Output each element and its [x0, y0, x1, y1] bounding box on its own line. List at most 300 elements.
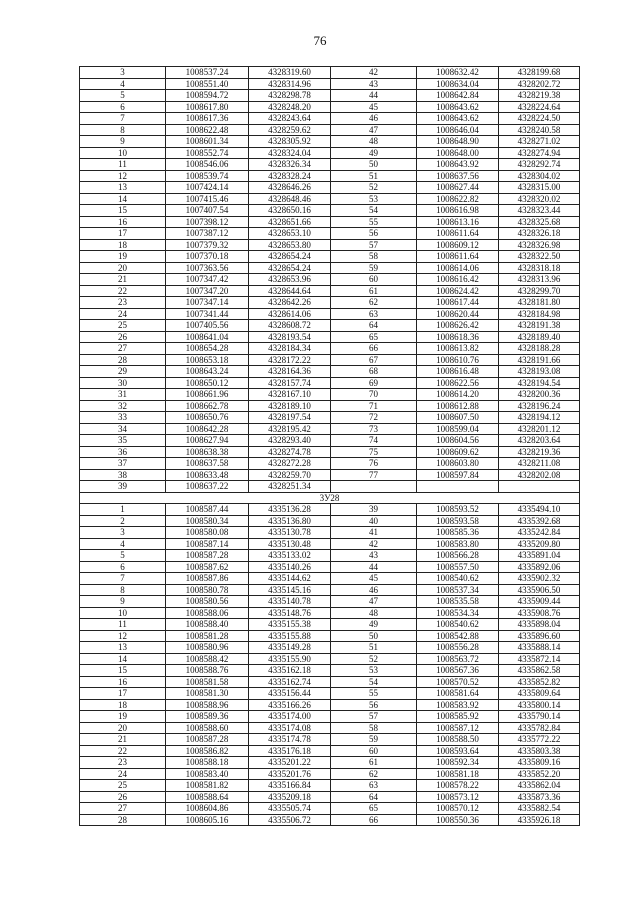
y-coordinate: 4328193.08 — [499, 366, 580, 378]
point-number: 50 — [331, 630, 417, 642]
point-number: 1 — [80, 504, 166, 516]
x-coordinate: 1008601.34 — [166, 136, 249, 148]
x-coordinate — [417, 481, 499, 493]
y-coordinate: 4328194.54 — [499, 377, 580, 389]
table-row — [80, 699, 580, 711]
y-coordinate: 4328646.26 — [249, 182, 331, 194]
x-coordinate: 1008588.76 — [166, 665, 249, 677]
y-coordinate: 4328202.08 — [499, 469, 580, 481]
x-coordinate: 1008580.96 — [166, 642, 249, 654]
y-coordinate: 4328328.24 — [249, 170, 331, 182]
x-coordinate: 1008643.62 — [417, 101, 499, 113]
y-coordinate: 4328184.98 — [499, 308, 580, 320]
y-coordinate: 4335201.76 — [249, 768, 331, 780]
x-coordinate: 1008588.18 — [166, 757, 249, 769]
y-coordinate: 4328157.74 — [249, 377, 331, 389]
point-number: 64 — [331, 320, 417, 332]
y-coordinate: 4335209.18 — [249, 791, 331, 803]
x-coordinate: 1008627.44 — [417, 182, 499, 194]
table-row — [80, 446, 580, 458]
x-coordinate: 1008581.58 — [166, 676, 249, 688]
point-number: 23 — [80, 297, 166, 309]
point-number: 14 — [80, 653, 166, 665]
x-coordinate: 1008637.22 — [166, 481, 249, 493]
x-coordinate: 1008637.56 — [417, 170, 499, 182]
x-coordinate: 1008563.72 — [417, 653, 499, 665]
y-coordinate: 4328211.08 — [499, 458, 580, 470]
y-coordinate: 4335862.04 — [499, 780, 580, 792]
point-number: 52 — [331, 653, 417, 665]
table-row — [80, 584, 580, 596]
point-number: 17 — [80, 688, 166, 700]
x-coordinate: 1008614.06 — [417, 262, 499, 274]
y-coordinate: 4328315.00 — [499, 182, 580, 194]
section-header-row — [80, 492, 580, 504]
point-number: 18 — [80, 699, 166, 711]
y-coordinate: 4335872.14 — [499, 653, 580, 665]
point-number: 29 — [80, 366, 166, 378]
y-coordinate: 4328323.44 — [499, 205, 580, 217]
point-number: 46 — [331, 113, 417, 125]
point-number: 50 — [331, 159, 417, 171]
x-coordinate: 1008587.12 — [417, 722, 499, 734]
table-row — [80, 757, 580, 769]
x-coordinate: 1008638.38 — [166, 446, 249, 458]
point-number: 44 — [331, 90, 417, 102]
y-coordinate: 4328203.64 — [499, 435, 580, 447]
point-number: 70 — [331, 389, 417, 401]
y-coordinate: 4328189.10 — [249, 400, 331, 412]
point-number: 37 — [80, 458, 166, 470]
table-row — [80, 274, 580, 286]
x-coordinate: 1008633.48 — [166, 469, 249, 481]
x-coordinate: 1008613.82 — [417, 343, 499, 355]
point-number: 60 — [331, 745, 417, 757]
point-number: 2 — [80, 515, 166, 527]
x-coordinate: 1008587.14 — [166, 538, 249, 550]
point-number: 28 — [80, 354, 166, 366]
x-coordinate: 1008646.04 — [417, 124, 499, 136]
y-coordinate: 4328167.10 — [249, 389, 331, 401]
table-row — [80, 343, 580, 355]
table-row — [80, 90, 580, 102]
x-coordinate: 1008597.84 — [417, 469, 499, 481]
x-coordinate: 1008581.18 — [417, 768, 499, 780]
x-coordinate: 1008583.80 — [417, 538, 499, 550]
point-number: 65 — [331, 803, 417, 815]
y-coordinate: 4335896.60 — [499, 630, 580, 642]
table-row — [80, 619, 580, 631]
x-coordinate: 1008573.12 — [417, 791, 499, 803]
table-row — [80, 78, 580, 90]
y-coordinate: 4328644.64 — [249, 285, 331, 297]
table-row — [80, 722, 580, 734]
point-number: 4 — [80, 78, 166, 90]
x-coordinate: 1008612.88 — [417, 400, 499, 412]
point-number: 49 — [331, 147, 417, 159]
y-coordinate: 4335136.80 — [249, 515, 331, 527]
x-coordinate: 1008589.36 — [166, 711, 249, 723]
x-coordinate: 1007363.56 — [166, 262, 249, 274]
point-number: 69 — [331, 377, 417, 389]
table-row — [80, 458, 580, 470]
table-row — [80, 665, 580, 677]
y-coordinate: 4328259.62 — [249, 124, 331, 136]
y-coordinate: 4335140.78 — [249, 596, 331, 608]
x-coordinate: 1008535.58 — [417, 596, 499, 608]
x-coordinate: 1008609.12 — [417, 239, 499, 251]
y-coordinate: 4335162.18 — [249, 665, 331, 677]
table-row — [80, 228, 580, 240]
y-coordinate: 4335800.14 — [499, 699, 580, 711]
y-coordinate: 4328272.28 — [249, 458, 331, 470]
point-number: 74 — [331, 435, 417, 447]
coordinates-table-body — [80, 67, 580, 826]
point-number: 51 — [331, 642, 417, 654]
table-row — [80, 814, 580, 826]
y-coordinate: 4335772.22 — [499, 734, 580, 746]
table-row — [80, 642, 580, 654]
point-number: 57 — [331, 239, 417, 251]
table-row — [80, 193, 580, 205]
x-coordinate: 1008603.80 — [417, 458, 499, 470]
y-coordinate: 4328189.40 — [499, 331, 580, 343]
point-number: 75 — [331, 446, 417, 458]
table-row — [80, 768, 580, 780]
table-row — [80, 354, 580, 366]
point-number: 61 — [331, 285, 417, 297]
table-row — [80, 377, 580, 389]
x-coordinate: 1008580.78 — [166, 584, 249, 596]
x-coordinate: 1008578.22 — [417, 780, 499, 792]
point-number: 13 — [80, 182, 166, 194]
point-number: 25 — [80, 320, 166, 332]
x-coordinate: 1007387.12 — [166, 228, 249, 240]
point-number: 23 — [80, 757, 166, 769]
y-coordinate: 4328654.24 — [249, 262, 331, 274]
x-coordinate: 1008588.06 — [166, 607, 249, 619]
point-number: 59 — [331, 734, 417, 746]
x-coordinate: 1008620.44 — [417, 308, 499, 320]
point-number: 51 — [331, 170, 417, 182]
x-coordinate: 1008570.52 — [417, 676, 499, 688]
table-row — [80, 216, 580, 228]
point-number: 44 — [331, 561, 417, 573]
y-coordinate: 4335392.68 — [499, 515, 580, 527]
point-number: 58 — [331, 722, 417, 734]
table-row — [80, 561, 580, 573]
y-coordinate: 4328224.64 — [499, 101, 580, 113]
x-coordinate: 1008607.50 — [417, 412, 499, 424]
x-coordinate: 1008580.08 — [166, 527, 249, 539]
table-row — [80, 239, 580, 251]
x-coordinate: 1007379.32 — [166, 239, 249, 251]
y-coordinate: 4328648.46 — [249, 193, 331, 205]
point-number: 15 — [80, 205, 166, 217]
x-coordinate: 1008611.64 — [417, 251, 499, 263]
y-coordinate: 4328320.02 — [499, 193, 580, 205]
coordinates-table — [79, 66, 580, 826]
table-row — [80, 124, 580, 136]
point-number: 64 — [331, 791, 417, 803]
table-row — [80, 653, 580, 665]
y-coordinate: 4328653.10 — [249, 228, 331, 240]
table-row — [80, 423, 580, 435]
table-row — [80, 297, 580, 309]
y-coordinate: 4335155.38 — [249, 619, 331, 631]
y-coordinate: 4328322.50 — [499, 251, 580, 263]
y-coordinate: 4328318.18 — [499, 262, 580, 274]
point-number: 21 — [80, 734, 166, 746]
point-number: 8 — [80, 124, 166, 136]
point-number: 72 — [331, 412, 417, 424]
point-number: 20 — [80, 262, 166, 274]
point-number: 59 — [331, 262, 417, 274]
y-coordinate: 4335130.78 — [249, 527, 331, 539]
point-number: 21 — [80, 274, 166, 286]
x-coordinate: 1008617.44 — [417, 297, 499, 309]
y-coordinate: 4335136.28 — [249, 504, 331, 516]
x-coordinate: 1008583.40 — [166, 768, 249, 780]
y-coordinate: 4335133.02 — [249, 550, 331, 562]
x-coordinate: 1008592.34 — [417, 757, 499, 769]
point-number: 56 — [331, 699, 417, 711]
point-number — [331, 481, 417, 493]
point-number: 43 — [331, 78, 417, 90]
y-coordinate: 4328184.34 — [249, 343, 331, 355]
point-number: 27 — [80, 803, 166, 815]
x-coordinate: 1008593.52 — [417, 504, 499, 516]
y-coordinate: 4328191.66 — [499, 354, 580, 366]
x-coordinate: 1007370.18 — [166, 251, 249, 263]
y-coordinate: 4328219.38 — [499, 90, 580, 102]
x-coordinate: 1008610.76 — [417, 354, 499, 366]
x-coordinate: 1008583.92 — [417, 699, 499, 711]
x-coordinate: 1008556.28 — [417, 642, 499, 654]
x-coordinate: 1008537.34 — [417, 584, 499, 596]
table-row — [80, 205, 580, 217]
y-coordinate: 4328202.72 — [499, 78, 580, 90]
point-number: 63 — [331, 308, 417, 320]
y-coordinate: 4328219.36 — [499, 446, 580, 458]
y-coordinate: 4335174.78 — [249, 734, 331, 746]
y-coordinate: 4328326.98 — [499, 239, 580, 251]
table-row — [80, 550, 580, 562]
point-number: 20 — [80, 722, 166, 734]
x-coordinate: 1008616.98 — [417, 205, 499, 217]
point-number: 5 — [80, 90, 166, 102]
y-coordinate: 4335149.28 — [249, 642, 331, 654]
x-coordinate: 1008632.42 — [417, 67, 499, 79]
y-coordinate: 4335166.26 — [249, 699, 331, 711]
y-coordinate: 4335174.08 — [249, 722, 331, 734]
y-coordinate: 4328313.96 — [499, 274, 580, 286]
x-coordinate: 1008634.04 — [417, 78, 499, 90]
y-coordinate: 4335144.62 — [249, 573, 331, 585]
x-coordinate: 1007347.42 — [166, 274, 249, 286]
table-row — [80, 366, 580, 378]
x-coordinate: 1008648.90 — [417, 136, 499, 148]
point-number: 48 — [331, 607, 417, 619]
y-coordinate: 4328194.12 — [499, 412, 580, 424]
y-coordinate: 4335242.84 — [499, 527, 580, 539]
x-coordinate: 1008588.50 — [417, 734, 499, 746]
point-number: 65 — [331, 331, 417, 343]
point-number: 16 — [80, 216, 166, 228]
y-coordinate: 4335155.90 — [249, 653, 331, 665]
x-coordinate: 1008617.36 — [166, 113, 249, 125]
section-label: 3У28 — [80, 492, 580, 504]
x-coordinate: 1007407.54 — [166, 205, 249, 217]
table-row — [80, 573, 580, 585]
y-coordinate: 4335145.16 — [249, 584, 331, 596]
x-coordinate: 1007341.44 — [166, 308, 249, 320]
y-coordinate: 4328224.50 — [499, 113, 580, 125]
y-coordinate: 4328274.94 — [499, 147, 580, 159]
x-coordinate: 1008643.92 — [417, 159, 499, 171]
x-coordinate: 1007398.12 — [166, 216, 249, 228]
y-coordinate: 4328201.12 — [499, 423, 580, 435]
point-number: 31 — [80, 389, 166, 401]
x-coordinate: 1008613.16 — [417, 216, 499, 228]
y-coordinate: 4335790.14 — [499, 711, 580, 723]
point-number: 27 — [80, 343, 166, 355]
table-row — [80, 435, 580, 447]
point-number: 45 — [331, 573, 417, 585]
table-row — [80, 469, 580, 481]
x-coordinate: 1008587.28 — [166, 550, 249, 562]
point-number: 17 — [80, 228, 166, 240]
x-coordinate: 1008585.92 — [417, 711, 499, 723]
x-coordinate: 1008616.42 — [417, 274, 499, 286]
table-row — [80, 481, 580, 493]
point-number: 19 — [80, 711, 166, 723]
x-coordinate: 1008534.34 — [417, 607, 499, 619]
y-coordinate: 4335155.88 — [249, 630, 331, 642]
y-coordinate: 4328193.54 — [249, 331, 331, 343]
table-row — [80, 67, 580, 79]
y-coordinate: 4328164.36 — [249, 366, 331, 378]
table-row — [80, 285, 580, 297]
y-coordinate: 4328271.02 — [499, 136, 580, 148]
point-number: 15 — [80, 665, 166, 677]
y-coordinate: 4335506.72 — [249, 814, 331, 826]
table-row — [80, 596, 580, 608]
x-coordinate: 1007347.14 — [166, 297, 249, 309]
point-number: 16 — [80, 676, 166, 688]
point-number: 56 — [331, 228, 417, 240]
x-coordinate: 1008586.82 — [166, 745, 249, 757]
point-number: 40 — [331, 515, 417, 527]
point-number: 24 — [80, 308, 166, 320]
table-row — [80, 101, 580, 113]
point-number: 54 — [331, 676, 417, 688]
y-coordinate: 4328259.70 — [249, 469, 331, 481]
point-number: 76 — [331, 458, 417, 470]
point-number: 47 — [331, 596, 417, 608]
y-coordinate: 4328292.74 — [499, 159, 580, 171]
x-coordinate: 1007347.20 — [166, 285, 249, 297]
point-number: 13 — [80, 642, 166, 654]
point-number: 4 — [80, 538, 166, 550]
table-row — [80, 630, 580, 642]
point-number: 73 — [331, 423, 417, 435]
point-number: 62 — [331, 297, 417, 309]
point-number: 47 — [331, 124, 417, 136]
x-coordinate: 1008542.88 — [417, 630, 499, 642]
y-coordinate: 4328653.96 — [249, 274, 331, 286]
point-number: 19 — [80, 251, 166, 263]
x-coordinate: 1008641.04 — [166, 331, 249, 343]
point-number: 35 — [80, 435, 166, 447]
x-coordinate: 1008622.82 — [417, 193, 499, 205]
table-row — [80, 320, 580, 332]
table-row — [80, 734, 580, 746]
y-coordinate: 4335906.50 — [499, 584, 580, 596]
x-coordinate: 1008566.28 — [417, 550, 499, 562]
x-coordinate: 1008642.28 — [166, 423, 249, 435]
point-number: 77 — [331, 469, 417, 481]
x-coordinate: 1008580.56 — [166, 596, 249, 608]
table-row — [80, 504, 580, 516]
x-coordinate: 1008567.36 — [417, 665, 499, 677]
x-coordinate: 1008546.06 — [166, 159, 249, 171]
x-coordinate: 1008540.62 — [417, 619, 499, 631]
point-number: 33 — [80, 412, 166, 424]
y-coordinate: 4328243.64 — [249, 113, 331, 125]
x-coordinate: 1008662.78 — [166, 400, 249, 412]
point-number: 3 — [80, 67, 166, 79]
point-number: 45 — [331, 101, 417, 113]
point-number: 38 — [80, 469, 166, 481]
page-number: 76 — [313, 33, 327, 48]
y-coordinate: 4335926.18 — [499, 814, 580, 826]
point-number: 66 — [331, 814, 417, 826]
y-coordinate: 4335882.54 — [499, 803, 580, 815]
y-coordinate: 4328172.22 — [249, 354, 331, 366]
point-number: 62 — [331, 768, 417, 780]
table-row — [80, 412, 580, 424]
y-coordinate: 4328304.02 — [499, 170, 580, 182]
y-coordinate: 4335176.18 — [249, 745, 331, 757]
y-coordinate: 4328191.38 — [499, 320, 580, 332]
y-coordinate: 4328325.68 — [499, 216, 580, 228]
table-row — [80, 331, 580, 343]
x-coordinate: 1008650.76 — [166, 412, 249, 424]
x-coordinate: 1008581.28 — [166, 630, 249, 642]
y-coordinate: 4328654.24 — [249, 251, 331, 263]
point-number: 22 — [80, 285, 166, 297]
y-coordinate: 4335902.32 — [499, 573, 580, 585]
x-coordinate: 1008624.42 — [417, 285, 499, 297]
x-coordinate: 1008604.56 — [417, 435, 499, 447]
x-coordinate: 1008587.62 — [166, 561, 249, 573]
x-coordinate: 1008588.96 — [166, 699, 249, 711]
y-coordinate: 4335852.20 — [499, 768, 580, 780]
x-coordinate: 1008537.24 — [166, 67, 249, 79]
table-row — [80, 711, 580, 723]
point-number: 58 — [331, 251, 417, 263]
table-row — [80, 400, 580, 412]
y-coordinate: 4328314.96 — [249, 78, 331, 90]
x-coordinate: 1007424.14 — [166, 182, 249, 194]
point-number: 52 — [331, 182, 417, 194]
y-coordinate: 4335809.16 — [499, 757, 580, 769]
table-row — [80, 676, 580, 688]
point-number: 66 — [331, 343, 417, 355]
x-coordinate: 1008588.64 — [166, 791, 249, 803]
y-coordinate: 4335898.04 — [499, 619, 580, 631]
